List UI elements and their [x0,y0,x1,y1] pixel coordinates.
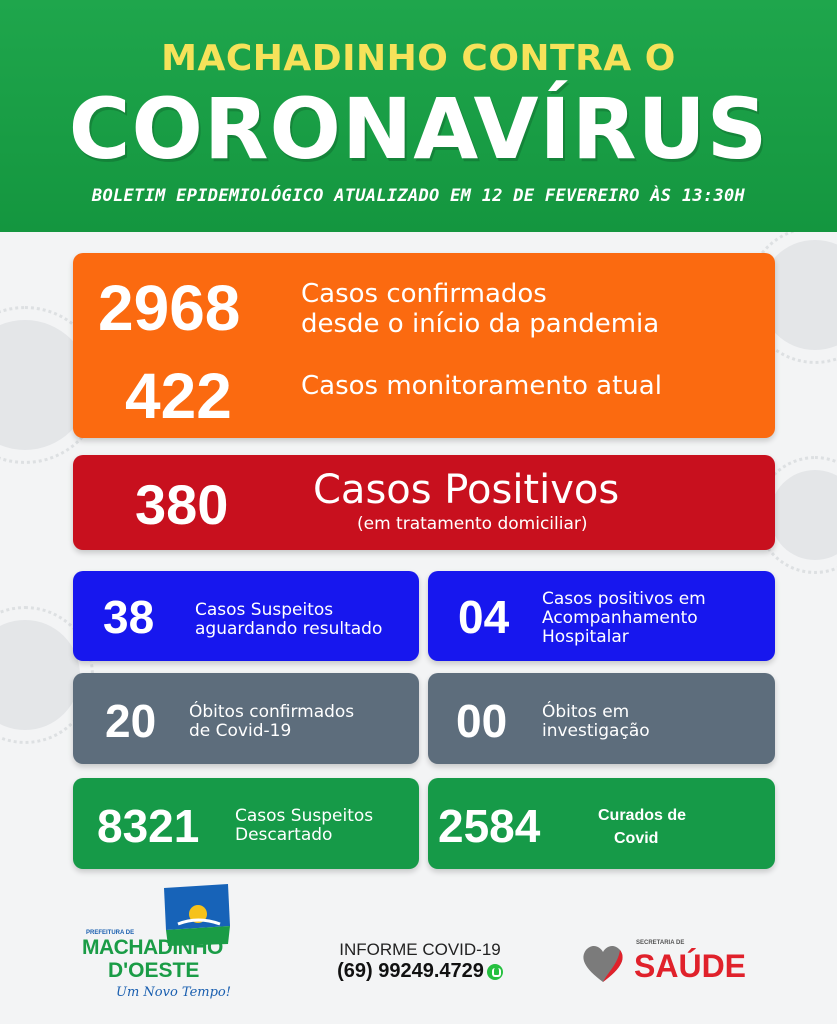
discarded-cases-card [73,778,419,869]
cured-cases-card [428,778,775,869]
cured-cases-value: 2584 [438,800,541,852]
hospital-cases-card [428,571,775,661]
confirmed-cases-label-1: Casos confirmados [301,279,547,309]
deaths-investigation-value: 00 [456,695,508,747]
background-virus-decoration [0,620,80,730]
hospital-cases-label-1: Casos positivos em [542,589,706,609]
suspected-cases-label-2: aguardando resultado [195,619,383,639]
header-banner [0,0,837,232]
logo-line2: D'OESTE [108,959,200,982]
cured-cases-label-2: Covid [614,830,659,847]
logo-prefix: PREFEITURA DE [86,930,135,936]
deaths-label-2: de Covid-19 [189,721,292,741]
positive-cases-card [73,455,775,550]
logo-tagline: Um Novo Tempo! [116,985,231,1000]
hospital-cases-value: 04 [458,591,510,643]
suspected-cases-card [73,571,419,661]
bulletin-date: BOLETIM EPIDEMIOLÓGICO ATUALIZADO EM 12 DE FEVEREIRO ÀS 13:30H [91,186,746,206]
secretaria-saude-logo [578,938,773,990]
deaths-investigation-label-2: investigação [542,721,650,741]
header-title: CORONAVÍRUS [68,80,769,178]
hospital-cases-label-3: Hospitalar [542,627,629,647]
discarded-cases-label-1: Casos Suspeitos [235,806,374,826]
whatsapp-icon [487,964,503,980]
positive-cases-sublabel: (em tratamento domiciliar) [357,514,588,534]
deaths-card [73,673,419,764]
confirmed-cases-card [73,253,775,438]
deaths-investigation-card [428,673,775,764]
info-phone-row [320,960,520,983]
header-subtitle: MACHADINHO CONTRA O [161,38,676,79]
saude-prefix: SECRETARIA DE [636,940,685,946]
hospital-cases-label-2: Acompanhamento [542,608,698,628]
machadinho-logo [78,880,258,1010]
saude-name: SAÚDE [634,948,747,984]
monitoring-cases-label: Casos monitoramento atual [301,371,662,401]
confirmed-cases-label-2: desde o início da pandemia [301,309,660,339]
discarded-cases-label-2: Descartado [235,825,333,845]
deaths-value: 20 [105,695,157,747]
deaths-label-1: Óbitos confirmados [189,702,355,722]
positive-cases-value: 380 [135,473,229,536]
monitoring-cases-value: 422 [125,360,232,432]
info-phone[interactable]: (69) 99249.4729 [337,960,484,982]
positive-cases-label: Casos Positivos [313,467,620,513]
discarded-cases-value: 8321 [97,800,200,852]
suspected-cases-label-1: Casos Suspeitos [195,600,334,620]
confirmed-cases-value: 2968 [98,272,241,344]
deaths-investigation-label-1: Óbitos em [542,702,630,722]
suspected-cases-value: 38 [103,591,155,643]
covid-info-contact [320,940,520,983]
logo-line1: MACHADINHO [82,936,223,959]
cured-cases-label-1: Curados de [598,807,687,824]
background-virus-decoration [770,470,837,560]
info-title: INFORME COVID-19 [339,940,501,959]
